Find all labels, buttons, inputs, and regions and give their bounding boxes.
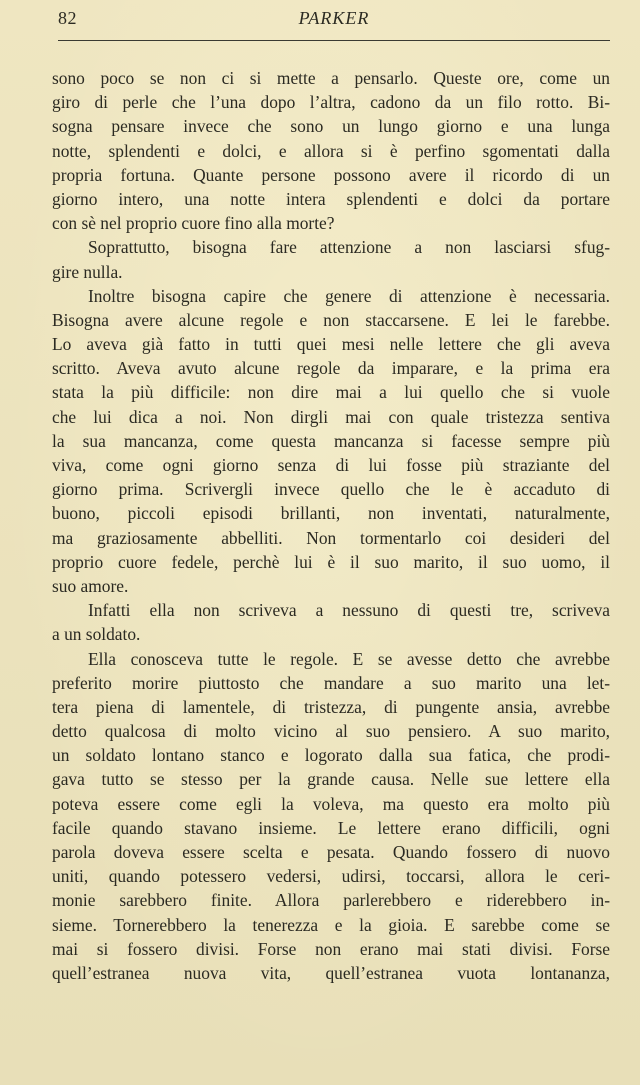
text-line: buono, piccoli episodi brillanti, non inventati, naturalmente, xyxy=(52,503,610,524)
text-line: notte, splendenti e dolci, e allora si è perfino sgomentati dalla xyxy=(52,140,610,161)
page-number: 82 xyxy=(58,8,77,28)
text-line: giro di perle che l’una dopo l’altra, cadono da un filo rotto. Bi- xyxy=(52,92,610,113)
text-line: stata la più difficile: non dire mai a lui quello che si vuole xyxy=(52,382,610,403)
text-line: preferito morire piuttosto che mandare a suo marito una let- xyxy=(52,672,610,693)
text-line: scritto. Aveva avuto alcune regole da imparare, e la prima era xyxy=(52,358,610,379)
text-line: monie sarebbero finite. Allora parlerebbero e riderebbero in- xyxy=(52,890,610,911)
text-line: viva, come ogni giorno senza di lui fosse più straziante del xyxy=(52,455,610,475)
text-line: ma graziosamente abbelliti. Non tormentarlo coi desideri del xyxy=(52,527,610,548)
text-line: a un soldato. xyxy=(52,624,141,645)
text-line: uniti, quando potessero vedersi, udirsi, toccarsi, allora le ceri- xyxy=(52,866,610,887)
text-line: propria fortuna. Quante persone possono avere il ricordo di un xyxy=(52,164,610,185)
text-line: sono poco se non ci si mette a pensarlo. Queste ore, come un xyxy=(52,68,610,88)
running-head: PARKER xyxy=(298,8,370,28)
header-rule xyxy=(58,40,610,41)
page-header xyxy=(58,6,610,32)
text-line: mai si fossero divisi. Forse non erano mai stati divisi. Forse xyxy=(52,938,610,959)
text-line: Infatti ella non scriveva a nessuno di questi tre, scriveva xyxy=(88,600,610,621)
text-line: Soprattutto, bisogna fare attenzione a non lasciarsi sfug- xyxy=(88,237,610,258)
text-line: gire nulla. xyxy=(52,261,123,282)
text-line: che lui dica a noi. Non dirgli mai con quale tristezza sentiva xyxy=(52,406,610,427)
body-text xyxy=(52,66,610,985)
text-line: proprio cuore fedele, perchè lui è il suo marito, il suo uomo, il xyxy=(52,551,610,572)
text-line: parola doveva essere scelta e pesata. Quando fossero di nuovo xyxy=(52,842,610,862)
text-line: con sè nel proprio cuore fino alla morte? xyxy=(52,213,335,234)
text-line: giorno intero, una notte intera splendenti e dolci da portare xyxy=(52,188,610,209)
text-line: Inoltre bisogna capire che genere di attenzione è necessaria. xyxy=(88,285,610,306)
text-line: Ella conosceva tutte le regole. E se avesse detto che avrebbe xyxy=(88,648,610,669)
text-line: giorno prima. Scrivergli invece quello che le è accaduto di xyxy=(52,479,610,500)
text-line: tera piena di lamentele, di tristezza, di pungente ansia, avrebbe xyxy=(52,696,610,717)
text-line: un soldato lontano stanco e logorato dalla sua fatica, che prodi- xyxy=(52,745,610,766)
text-line: suo amore. xyxy=(52,575,129,596)
text-line: gava tutto se stesso per la grande causa. Nelle sue lettere ella xyxy=(52,769,610,790)
text-line: la sua mancanza, come questa mancanza si facesse sempre più xyxy=(52,430,610,451)
text-line: Bisogna avere alcune regole e non staccarsene. E lei le farebbe. xyxy=(52,309,610,330)
text-line: sieme. Tornerebbero la tenerezza e la gioia. E sarebbe come se xyxy=(52,914,610,935)
text-line: detto qualcosa di molto vicino al suo pensiero. A suo marito, xyxy=(52,721,610,742)
text-line: poteva essere come egli la voleva, ma questo era molto più xyxy=(52,793,610,814)
text-line: sogna pensare invece che sono un lungo giorno e una lunga xyxy=(52,116,610,137)
text-line: facile quando stavano insieme. Le lettere erano difficili, ogni xyxy=(52,817,610,838)
text-line: Lo aveva già fatto in tutti quei mesi nelle lettere che gli aveva xyxy=(52,334,610,355)
text-line: quell’estranea nuova vita, quell’estranea vuota lontananza, xyxy=(52,962,610,983)
